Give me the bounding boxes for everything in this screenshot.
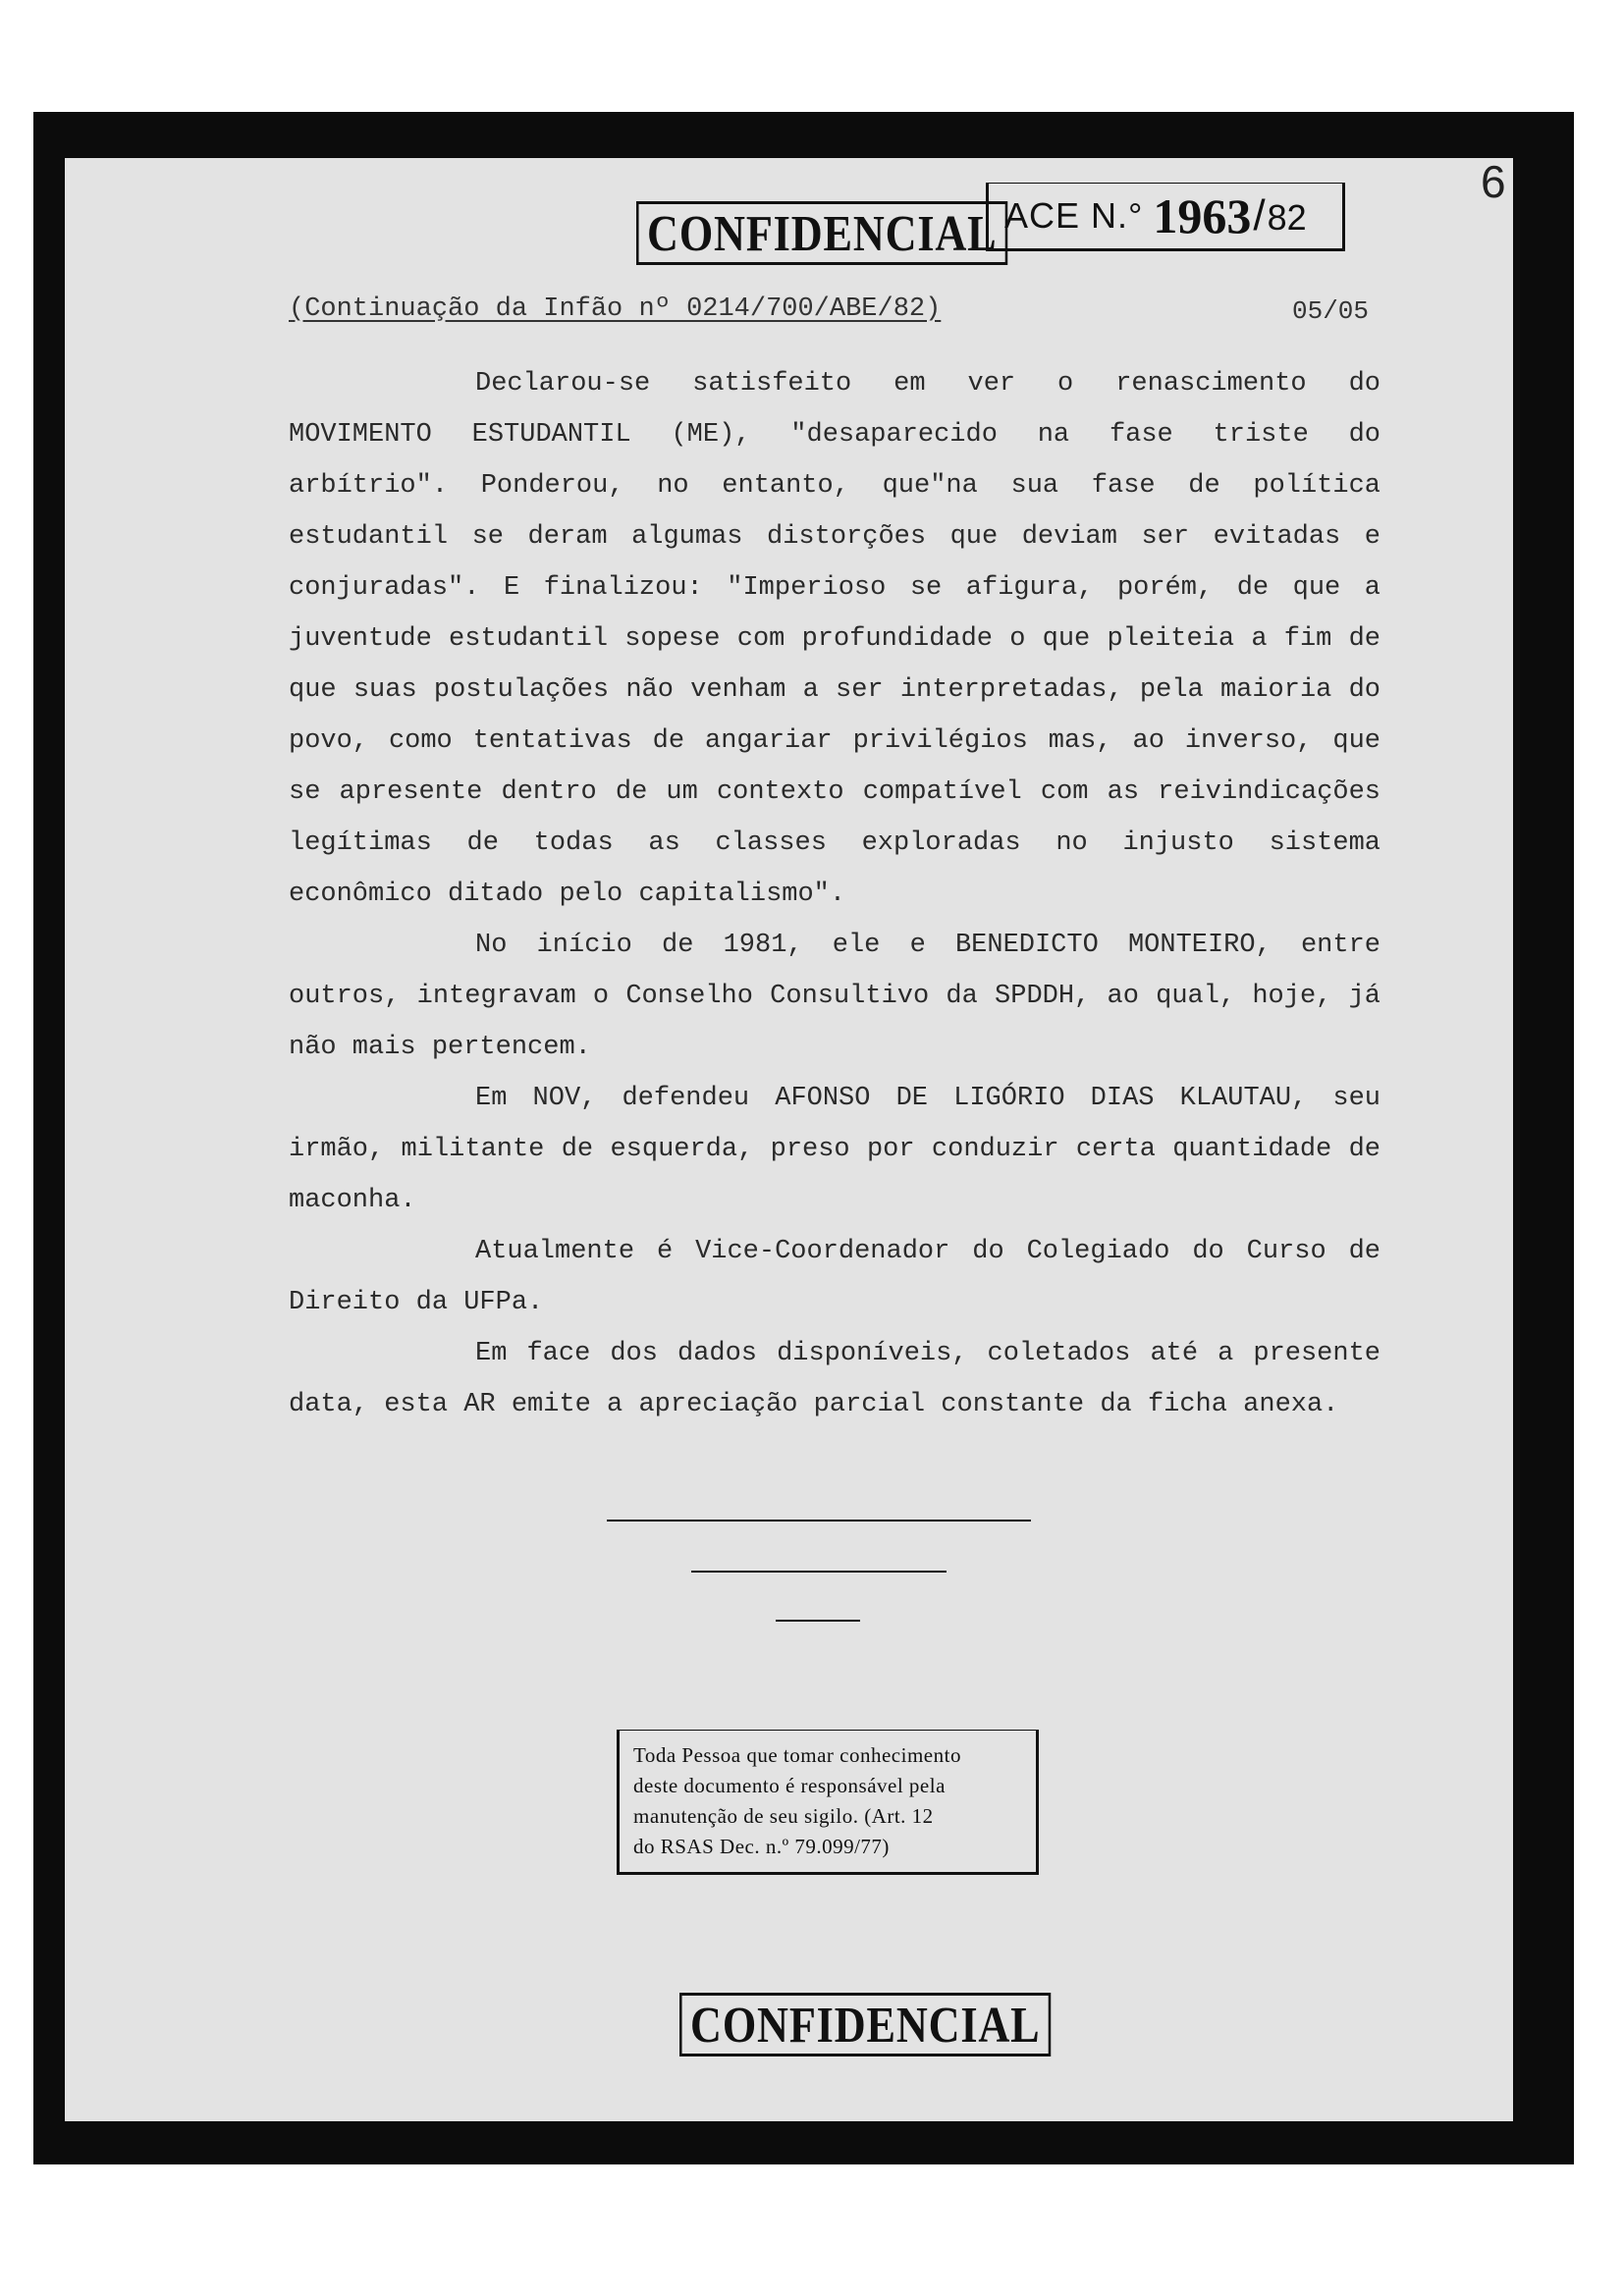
continuation-header: (Continuação da Infão nº 0214/700/ABE/82) [289,294,942,324]
paragraph: No início de 1981, ele e BENEDICTO MONTEIRO, entre outros, integravam o Conselho Consultivo da SPDDH, ao qual, hoje, já não mais pertencem. [289,931,1380,1062]
paragraph: Declarou-se satisfeito em ver o renascimento do MOVIMENTO ESTUDANTIL (ME), "desaparecido na fase triste do arbítrio". Ponderou, no entanto, que"na sua fase de política estudantil se deram algumas distorções que deviam ser evitadas e conjuradas". E finalizou: "Imperioso se afigura, porém, de que a juventude estudantil sopese com profundidade o que pleiteia a fim de que suas postulações não venham a ser interpretadas, pela maioria do povo, como tentativas de angariar privilégios mas, ao inverso, que se apresente dentro de um contexto compatível com as reivindicações legítimas de todas as classes exploradas no injusto sistema econômico ditado pelo capitalismo". [289,369,1380,909]
secrecy-notice-stamp [617,1730,1039,1875]
confidential-stamp-top: CONFIDENCIAL [636,201,1008,265]
folio-number: 05/05 [1292,296,1370,326]
paragraph: Atualmente é Vice-Coordenador do Colegiado do Curso de Direito da UFPa. [289,1237,1380,1317]
ace-number: 1963 [1153,188,1252,243]
notice-line: manutenção de seu sigilo. (Art. 12 [633,1804,934,1828]
ace-label: ACE N.° [1004,195,1144,236]
page-number: 6 [1481,156,1506,207]
paragraph: Em face dos dados disponíveis, coletados até a presente data, esta AR emite a apreciação parcial constante da ficha anexa. [289,1339,1380,1419]
ace-year: / 82 [1253,191,1306,240]
paragraph: Em NOV, defendeu AFONSO DE LIGÓRIO DIAS KLAUTAU, seu irmão, militante de esquerda, preso por conduzir certa quantidade de maconha. [289,1084,1380,1215]
notice-line: Toda Pessoa que tomar conhecimento [633,1743,961,1767]
notice-line: deste documento é responsável pela [633,1774,946,1797]
confidential-stamp-bottom: CONFIDENCIAL [679,1993,1052,2056]
notice-line: do RSAS Dec. n.º 79.099/77) [633,1835,890,1858]
closing-rule-medium [691,1571,947,1573]
document-body [289,358,1380,1430]
ace-number-stamp [986,183,1345,251]
closing-rule-long [607,1520,1031,1522]
closing-rule-short [776,1620,860,1622]
